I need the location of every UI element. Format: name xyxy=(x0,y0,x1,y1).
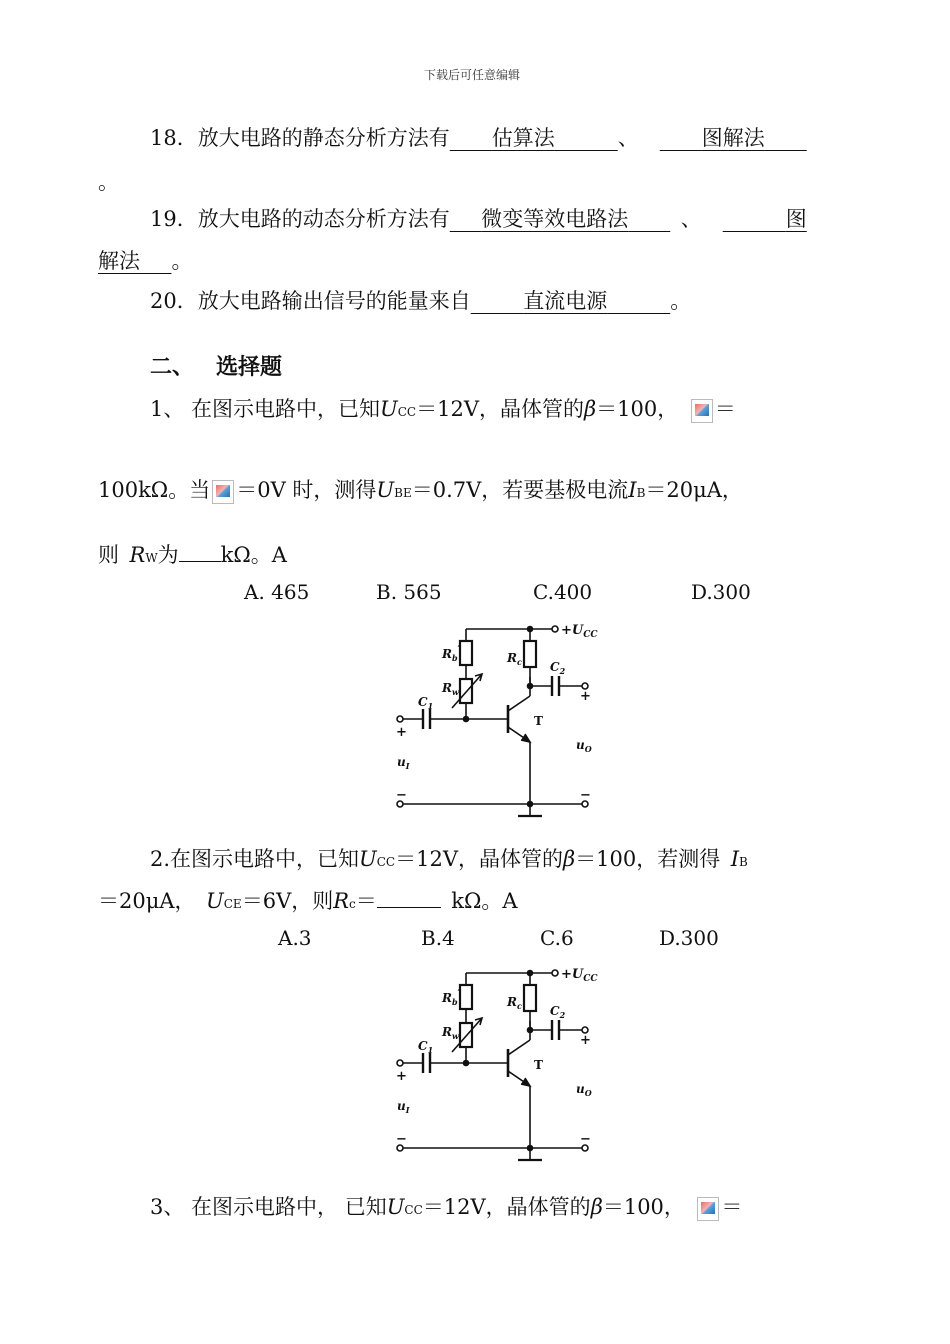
label-input-plus: + xyxy=(396,1069,407,1084)
ucc-terminal xyxy=(552,970,558,976)
mc1-ucc-subscript: CC xyxy=(397,405,417,419)
resistor-rb xyxy=(460,641,472,665)
mc2-option-c: C.6 xyxy=(540,926,574,950)
mc1-text-b: ＝12V，晶体管的 xyxy=(416,397,585,421)
missing-image-icon xyxy=(691,399,713,423)
q19-answer-2b: 解法 xyxy=(98,249,140,273)
section-number: 二、 xyxy=(150,355,195,380)
label-rw: $R_w$ xyxy=(442,1025,459,1041)
label-c2: $C_2$ xyxy=(550,660,566,676)
q20-answer: 直流电源 xyxy=(523,289,608,313)
mc1-rw-subscript: W xyxy=(145,551,158,565)
resistor-rc xyxy=(524,641,536,667)
resistor-rb xyxy=(460,985,472,1009)
mc2-text-f: ＝ xyxy=(355,889,377,913)
q18-prefix: 18．放大电路的静态分析方法有 xyxy=(150,126,450,150)
q18-answer-1: 估算法 xyxy=(491,126,555,150)
q18-answer-2: 图解法 xyxy=(701,126,765,150)
mc1-option-c: C.400 xyxy=(533,580,593,604)
transistor-collector xyxy=(508,1040,530,1055)
label-ucc: $+U_{CC}$ xyxy=(561,623,598,640)
label-c1: $C_1$ xyxy=(418,1039,434,1055)
mc2-text-b: ＝12V，晶体管的 xyxy=(395,847,564,871)
q19-end: 。 xyxy=(171,249,193,273)
mc1-ube-symbol: U xyxy=(376,478,395,502)
label-ui: $u_I$ xyxy=(397,755,410,771)
missing-image-icon xyxy=(697,1197,719,1221)
mc2-line-2 xyxy=(98,885,518,915)
mc1-text-j: 为 xyxy=(157,543,179,567)
circuit-svg xyxy=(390,960,600,1165)
mc2-text-e: ＝6V，则 xyxy=(241,889,334,913)
mc2-ib-subscript: B xyxy=(739,855,748,869)
missing-image-icon xyxy=(212,480,234,504)
label-c2: $C_2$ xyxy=(550,1004,566,1020)
ucc-terminal xyxy=(552,626,558,632)
label-input-plus: + xyxy=(396,725,407,740)
section-heading xyxy=(150,350,282,381)
resistor-rc xyxy=(524,985,536,1011)
mc3-text-a: 3、 在图示电路中， 已知 xyxy=(150,1195,387,1219)
mc2-ucc-symbol: U xyxy=(359,847,377,871)
q19-separator: 、 xyxy=(680,207,702,231)
circuit-diagram-2 xyxy=(390,960,600,1165)
mc1-text-d: ＝ xyxy=(714,397,736,421)
mc2-text-d: ＝20μA， xyxy=(98,889,196,913)
mc1-text-h: ＝20μA， xyxy=(645,478,743,502)
label-output-minus: − xyxy=(580,788,591,803)
mc3-beta-symbol: β xyxy=(590,1195,603,1219)
mc2-uce-symbol: U xyxy=(206,889,224,913)
label-t: T xyxy=(534,1058,543,1072)
label-rb: $R_b'$ xyxy=(442,645,460,663)
mc1-ib-symbol: I xyxy=(628,478,637,502)
mc2-answer-blank xyxy=(377,889,441,908)
mc2-text-a: 2.在图示电路中，已知 xyxy=(150,847,360,871)
mc3-text-b: ＝12V，晶体管的 xyxy=(422,1195,591,1219)
mc1-rw-symbol: R xyxy=(129,543,146,567)
mc1-text-a: 1、 在图示电路中，已知 xyxy=(150,397,381,421)
mc2-rc-subscript: c xyxy=(349,897,356,911)
mc1-text-c: ＝100， xyxy=(596,397,679,421)
circuit-diagram-1 xyxy=(390,616,600,821)
mc2-uce-subscript: CE xyxy=(223,897,242,911)
label-c1: $C_1$ xyxy=(418,695,434,711)
mc1-ucc-symbol: U xyxy=(380,397,398,421)
mc1-text-g: ＝0.7V，若要基极电流 xyxy=(411,478,629,502)
q20-end: 。 xyxy=(670,289,692,313)
q19-prefix: 19．放大电路的动态分析方法有 xyxy=(150,207,450,231)
q18-end: 。 xyxy=(98,170,119,194)
q20-prefix: 20．放大电路输出信号的能量来自 xyxy=(150,289,471,313)
label-ui: $u_I$ xyxy=(397,1099,410,1115)
label-uo: $u_O$ xyxy=(576,738,592,754)
label-output-plus: + xyxy=(580,1033,591,1048)
input-terminal xyxy=(397,1060,403,1066)
mc2-option-b: B.4 xyxy=(421,926,455,950)
label-rc: $R_c$ xyxy=(507,995,522,1011)
emitter-arrow xyxy=(521,1078,530,1086)
label-input-minus: − xyxy=(396,1132,407,1147)
mc1-line-2 xyxy=(98,474,743,504)
label-rb: $R_b'$ xyxy=(442,989,460,1007)
label-output-plus: + xyxy=(580,689,591,704)
label-t: T xyxy=(534,714,543,728)
mc2-text-c: ＝100，若测得 xyxy=(575,847,721,871)
mc1-beta-symbol: β xyxy=(584,397,597,421)
mc1-line-3 xyxy=(98,539,287,569)
mc2-line-1 xyxy=(150,843,748,873)
q19-line-2 xyxy=(98,245,193,275)
mc3-ucc-subscript: CC xyxy=(404,1203,423,1217)
mc2-text-g: kΩ。A xyxy=(451,889,518,913)
mc1-text-i: 则 xyxy=(98,543,119,567)
mc3-text-c: ＝100， xyxy=(602,1195,685,1219)
question-20 xyxy=(150,285,691,315)
mc1-ib-subscript: B xyxy=(636,486,646,500)
mc2-beta-symbol: β xyxy=(563,847,576,871)
mc2-rc-symbol: R xyxy=(333,889,350,913)
mc1-option-d: D.300 xyxy=(691,580,751,604)
mc1-answer-blank xyxy=(179,543,221,562)
mc2-ucc-subscript: CC xyxy=(376,855,396,869)
mc1-line-1 xyxy=(150,393,736,423)
label-uo: $u_O$ xyxy=(576,1082,592,1098)
section-title: 选择题 xyxy=(216,355,283,380)
mc1-text-f: ＝0V 时，测得 xyxy=(236,478,377,502)
question-18 xyxy=(150,122,807,152)
mc2-option-d: D.300 xyxy=(659,926,719,950)
mc1-option-a: A. 465 xyxy=(244,580,310,604)
emitter-arrow xyxy=(521,734,530,742)
q19-answer-1: 微变等效电路法 xyxy=(481,207,629,231)
input-terminal xyxy=(397,716,403,722)
label-input-minus: − xyxy=(396,788,407,803)
mc2-ib-symbol: I xyxy=(730,847,740,871)
mc3-text-d: ＝ xyxy=(721,1195,743,1219)
label-ucc: $+U_{CC}$ xyxy=(561,967,598,984)
mc1-option-b: B. 565 xyxy=(376,580,442,604)
mc2-option-a: A.3 xyxy=(278,926,312,950)
transistor-collector xyxy=(508,696,530,711)
q19-answer-2a: 图 xyxy=(785,207,807,231)
page-header-note: 下载后可任意编辑 xyxy=(424,68,521,82)
mc1-text-k: kΩ。A xyxy=(220,543,287,567)
circuit-svg xyxy=(390,616,600,821)
mc1-text-e: 100kΩ。当 xyxy=(98,478,211,502)
label-rc: $R_c$ xyxy=(507,651,522,667)
label-output-minus: − xyxy=(580,1132,591,1147)
mc1-ube-subscript: BE xyxy=(394,486,412,500)
q18-separator: 、 xyxy=(617,126,639,150)
mc3-ucc-symbol: U xyxy=(386,1195,405,1219)
mc3-line-1 xyxy=(150,1191,742,1221)
question-19 xyxy=(150,203,807,233)
label-rw: $R_w$ xyxy=(442,681,459,697)
